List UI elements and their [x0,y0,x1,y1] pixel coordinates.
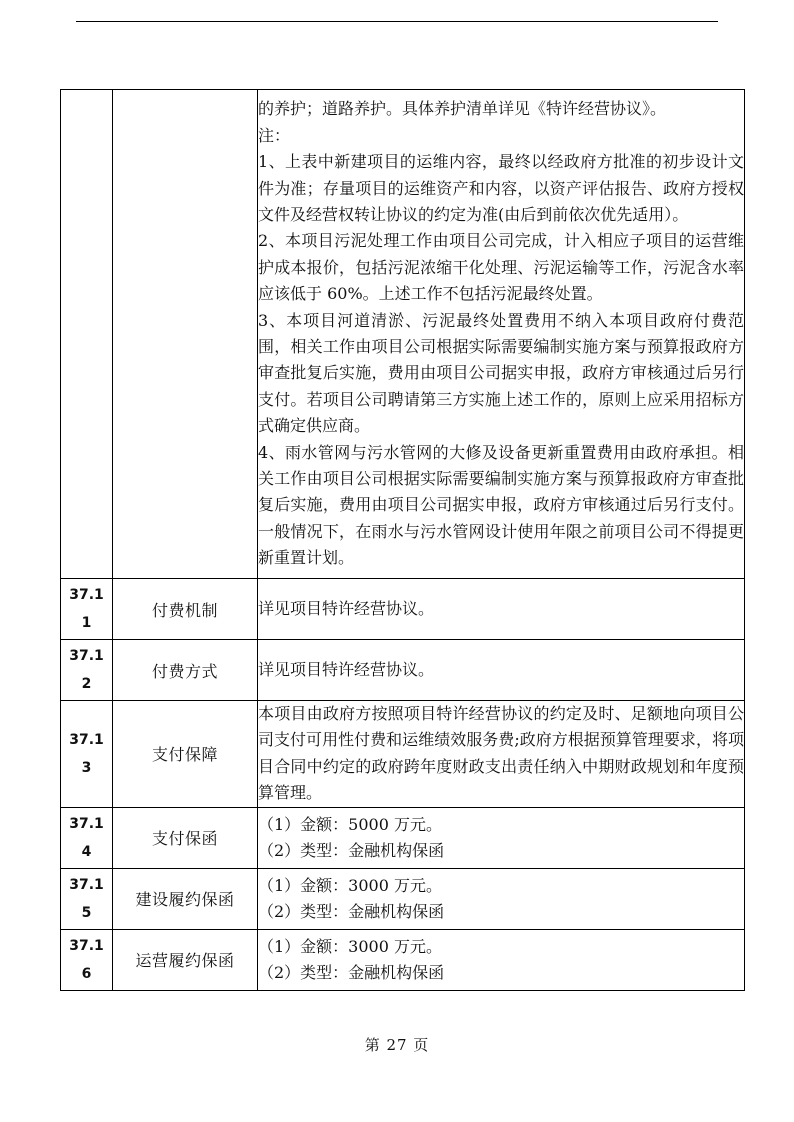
item-cell-empty [113,90,258,579]
clause-item: 运营履约保函 [113,929,258,990]
content-cell [258,868,745,929]
content-line: 详见项目特许经营协议。 [258,598,435,618]
table-row [61,807,745,868]
content-line: （2）类型：金融机构保函 [258,962,445,982]
content-cell [258,701,745,808]
content-cell [258,90,745,579]
content-cell [258,579,745,640]
content-line: （2）类型：金融机构保函 [258,901,445,921]
clause-table [60,89,745,991]
table-row [61,640,745,701]
table-row-continued [61,90,745,579]
table-row [61,701,745,808]
content-line: （1）金额：5000 万元。 [258,814,442,834]
content-line: 本项目由政府方按照项目特许经营协议的约定及时、足额地向项目公司支付可用性付费和运维绩效服务费;政府方根据预算管理要求，将项目合同中约定的政府跨年度财政支出责任纳入中期财政规划和年度预算管理。 [258,704,744,803]
content-line: 1、上表中新建项目的运维内容，最终以经政府方批准的初步设计文件为准；存量项目的运维资产和内容，以资产评估报告、政府方授权文件及经营权转让协议的约定为准(由后到前依次优先适用）。 [258,152,744,224]
content-line: （1）金额：3000 万元。 [258,875,442,895]
clause-item: 建设履约保函 [113,868,258,929]
content-line: 3、本项目河道清淤、污泥最终处置费用不纳入本项目政府付费范围，相关工作由项目公司根据实际需要编制实施方案与预算报政府方审查批复后实施，费用由项目公司据实申报，政府方审核通过后另行支付。若项目公司聘请第三方实施上述工作的，原则上应采用招标方式确定供应商。 [258,310,744,436]
num-cell-empty [61,90,113,579]
page-number: 第 27 页 [364,1036,430,1054]
content-line: （2）类型：金融机构保函 [258,840,445,860]
clause-number: 37.1 5 [61,868,113,929]
clause-number: 37.1 1 [61,579,113,640]
content-line: 4、雨水管网与污水管网的大修及设备更新重置费用由政府承担。相关工作由项目公司根据实际需要编制实施方案与预算报政府方审查批复后实施，费用由项目公司据实申报，政府方审核通过后另行支付。一般情况下，在雨水与污水管网设计使用年限之前项目公司不得提更新重置计划。 [258,442,744,568]
content-cell [258,807,745,868]
content-cell [258,640,745,701]
table-row [61,929,745,990]
table-row [61,868,745,929]
clause-item: 支付保障 [113,701,258,808]
clause-number: 37.1 2 [61,640,113,701]
content-line: 详见项目特许经营协议。 [258,659,435,679]
content-line: 注： [258,125,291,145]
clause-number: 37.1 4 [61,807,113,868]
clause-item: 支付保函 [113,807,258,868]
table-row [61,579,745,640]
header-rule [76,21,718,22]
clause-number: 37.1 6 [61,929,113,990]
content-line: 2、本项目污泥处理工作由项目公司完成，计入相应子项目的运营维护成本报价，包括污泥浓缩干化处理、污泥运输等工作，污泥含水率应该低于 60%。上述工作不包括污泥最终处置。 [258,231,744,304]
content-line: 的养护；道路养护。具体养护清单详见《特许经营协议》。 [258,99,667,119]
content-line: （1）金额：3000 万元。 [258,936,442,956]
content-cell [258,929,745,990]
clause-number: 37.1 3 [61,701,113,808]
clause-item: 付费机制 [113,579,258,640]
clause-item: 付费方式 [113,640,258,701]
